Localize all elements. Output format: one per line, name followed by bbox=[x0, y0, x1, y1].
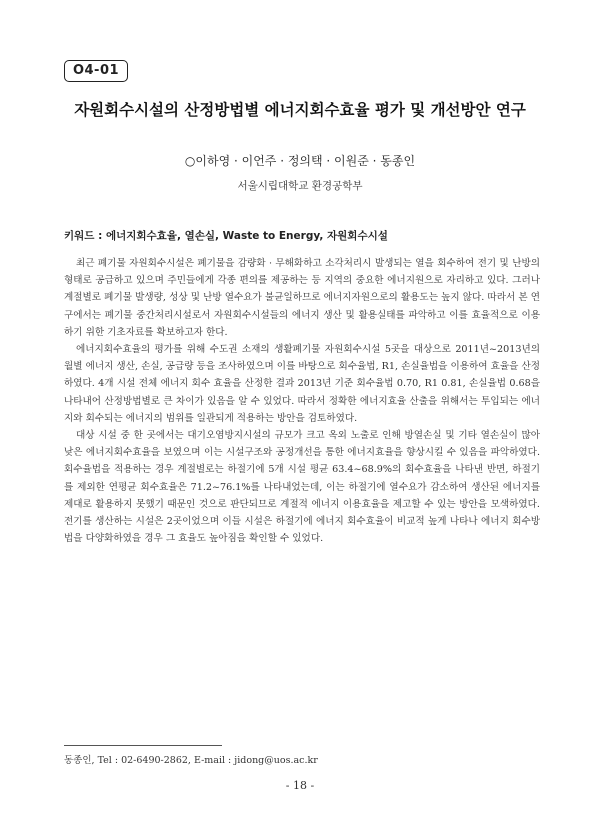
paragraph-3: 대상 시설 중 한 곳에서는 대기오염방지시설의 규모가 크고 옥외 노출로 인해 방열손실 및 기타 열손실이 많아 낮은 에너지회수효율을 보였으며 이는 시설구조와 공정개선을 통한 에너지효율을 향상시킬 수 있음을 파악하였다. 회수율법을 적용하는 경우 계절별로는 하절기에 5개 시설 평균 63.4~68.9%의 회수효율을 나타낸 반면, 하절기를 제외한 연평균 회수효율은 71.2~76.1%를 나타내었는데, 이는 하절기에 열수요가 감소하여 생산된 에너지를 제대로 활용하지 못했기 때문인 것으로 판단되므로 계절적 에너지 이용효율을 제고할 수 있는 방안을 모색하였다. 전기를 생산하는 시설은 2곳이었으며 이들 시설은 하절기에 에너지 회수효율이 비교적 높게 나타나 에너지 회수방법을 다양화하였을 경우 그 효율도 높아짐을 확인할 수 있었다. bbox=[64, 430, 540, 545]
abstract-body bbox=[64, 255, 540, 547]
paper-title: 자원회수시설의 산정방법별 에너지회수효율 평가 및 개선방안 연구 bbox=[74, 101, 526, 119]
paragraph-1: 최근 폐기물 자원회수시설은 폐기물을 감량화 · 무해화하고 소각처리시 발생되는 열을 회수하여 전기 및 난방의 형태로 공급하고 있으며 주민들에게 각종 편의를 제공하는 등 지역의 중요한 에너지원으로 자리하고 있다. 그러나 계절별로 폐기물 발생량, 성상 및 난방 열수요가 불균일하므로 에너지자원으로의 활용도는 높지 않다. 따라서 본 연구에서는 폐기물 중간처리시설로서 자원회수시설들의 에너지 생산 및 활용실태를 파악하고 이를 효율적으로 이용하기 위한 기초자료를 확보하고자 한다. bbox=[64, 258, 540, 338]
page-number: - 18 - bbox=[285, 779, 315, 792]
keywords: 키워드 : 에너지회수효율, 열손실, Waste to Energy, 자원회수시설 bbox=[64, 230, 388, 242]
footnote-divider bbox=[64, 745, 222, 746]
session-code-badge: O4-01 bbox=[64, 60, 128, 82]
paragraph-2: 에너지회수효율의 평가를 위해 수도권 소재의 생활폐기물 자원회수시설 5곳을 대상으로 2011년~2013년의 월별 에너지 생산, 손실, 공급량 등을 조사하였으며 이를 바탕으로 회수율법, R1, 손실율법을 이용하여 효율을 산정하였다. 4개 시설 전체 에너지 회수 효율을 산정한 결과 2013년 기준 회수율법 0.70, R1 0.81, 손실율법 0.68을 나타내어 산정방법별로 큰 차이가 있음을 알 수 있었다. 따라서 정확한 에너지효율 산출을 위해서는 투입되는 에너지와 회수되는 에너지의 범위를 일관되게 적용하는 방안을 검토하였다. bbox=[64, 344, 540, 424]
author-list: ○이하영 · 이언주 · 정의택 · 이원준 · 동종인 bbox=[184, 154, 416, 168]
footnote-contact: 동종인, Tel : 02-6490-2862, E-mail : jidong@uos.ac.kr bbox=[64, 755, 318, 766]
affiliation: 서울시립대학교 환경공학부 bbox=[237, 180, 363, 192]
